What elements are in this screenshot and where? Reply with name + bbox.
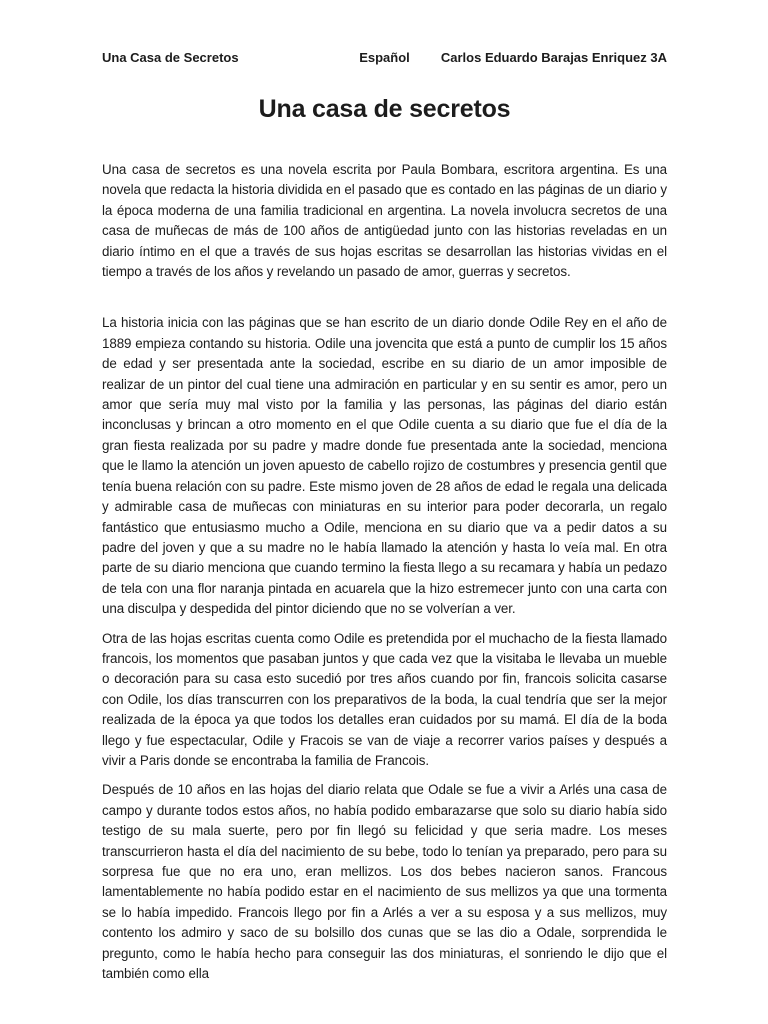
document-header bbox=[102, 50, 667, 66]
essay-paragraph-2: La historia inicia con las páginas que se han escrito de un diario donde Odile Rey en el año de 1889 empieza contando su historia. Odile una jovencita que está a punto de cumplir los 15 años de edad y ser presentada ante la sociedad, escribe en su diario de un amor imposible de realizar de un pintor del cual tiene una admiración en particular y en su sentir es amor, pero un amor que sería muy mal visto por la familia y las personas, las páginas del diario están inconclusas y brincan a otro momento en el que Odile cuenta a su diario que fue el día de la gran fiesta realizada por su padre y madre donde fue presentada ante la sociedad, menciona que le llamo la atención un joven apuesto de cabello rojizo de costumbres y presencia gentil que tenía buena relación con su padre. Este mismo joven de 28 años de edad le regala una delicada y admirable casa de muñecas con miniaturas en su interior para poder decorarla, un regalo fantástico que entusiasmo mucho a Odile, menciona en su diario que va a pedir datos a su padre del joven y que a su madre no le había llamado la atención y hasta lo veía mal. En otra parte de su diario menciona que cuando termino la fiesta llego a su recamara y había un pedazo de tela con una flor naranja pintada en acuarela que la hizo estremecer junto con una carta con una disculpa y despedida del pintor diciendo que no se volverían a ver. bbox=[102, 315, 667, 617]
header-subject: Español bbox=[359, 50, 410, 65]
essay-paragraph-4: Después de 10 años en las hojas del diario relata que Odale se fue a vivir a Arlés una casa de campo y durante todos estos años, no había podido embarazarse que solo su diario había sido testigo de su mala suerte, pero por fin llegó su felicidad y que seria madre. Los meses transcurrieron hasta el día del nacimiento de su bebe, todo lo tenían ya preparado, pero para su sorpresa fue que no era uno, eran mellizos. Los dos bebes nacieron sanos. Francous lamentablemente no había podido estar en el nacimiento de sus mellizos ya que una tormenta se lo había impedido. Francois llego por fin a Arlés a ver a su esposa y a sus mellizos, muy contento los admiro y saco de su bolsillo dos cunas que se las dio a Odale, sorprendida le pregunto, como le había hecho para conseguir las dos miniaturas, el sonriendo le dijo que el también como ella bbox=[102, 782, 667, 982]
header-student-name: Carlos Eduardo Barajas Enriquez 3A bbox=[440, 50, 667, 65]
essay-title: Una casa de secretos bbox=[258, 95, 511, 123]
header-work-title: Una Casa de Secretos bbox=[102, 50, 239, 65]
essay-paragraph-3: Otra de las hojas escritas cuenta como Odile es pretendida por el muchacho de la fiesta llamado francois, los momentos que pasaban juntos y que cada vez que la visitaba le llevaba un mueble o decoración para su casa esto sucedió por tres años cuando por fin, francois solicita casarse con Odile, los días transcurren con los preparativos de la boda, la cual tendría que ser la mejor realizada de la época ya que todos los detalles eran cuidados por su mamá. El día de la boda llego y fue espectacular, Odile y Fracois se van de viaje a recorrer varios países y después a vivir a Paris donde se encontraba la familia de Francois. bbox=[102, 630, 667, 768]
essay-paragraph-1: Una casa de secretos es una novela escrita por Paula Bombara, escritora argentina. Es una novela que redacta la historia dividida en el pasado que es contado en las páginas de un diario y la época moderna de una familia tradicional en argentina. La novela involucra secretos de una casa de muñecas de más de 100 años de antigüedad junto con las historias reveladas en un diario íntimo en el que a través de sus hojas escritas se desarrollan las historias vividas en el tiempo a través de los años y revelando un pasado de amor, guerras y secretos. bbox=[102, 162, 667, 280]
essay-body bbox=[102, 160, 667, 984]
